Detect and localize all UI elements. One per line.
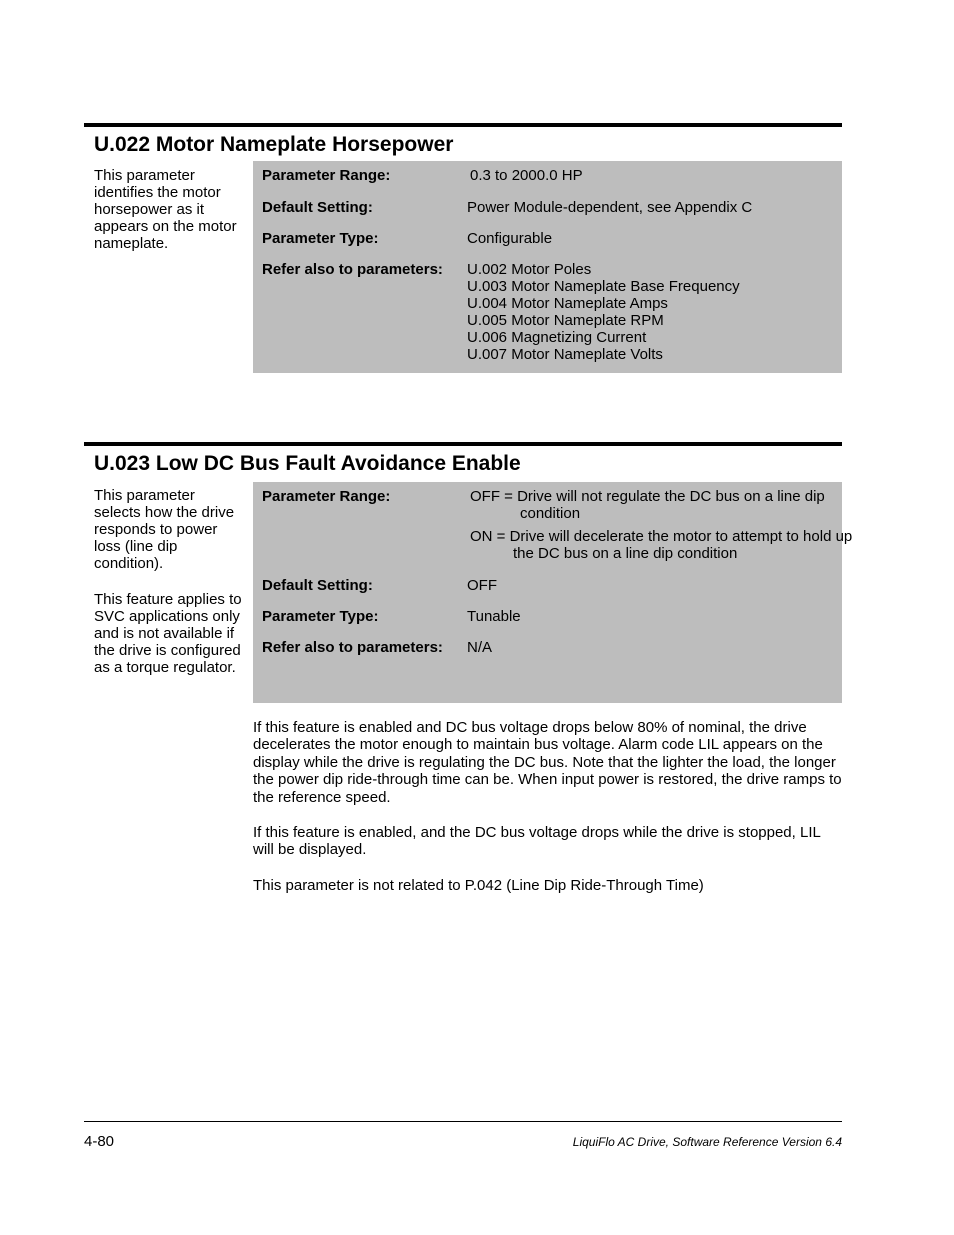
default-setting-label: Default Setting: <box>262 199 373 216</box>
refer-item: U.004 Motor Nameplate Amps <box>467 295 668 312</box>
parameter-range-value: 0.3 to 2000.0 HP <box>470 167 583 184</box>
parameter-range-on-option: ON = Drive will decelerate the motor to attempt to hold up the DC bus on a line dip condition <box>470 528 853 562</box>
parameter-box <box>253 482 853 703</box>
section-u022 <box>84 123 842 363</box>
parameter-box <box>253 161 842 373</box>
refer-item: U.006 Magnetizing Current <box>467 329 647 346</box>
body-paragraph: If this feature is enabled and DC bus voltage drops below 80% of nominal, the drive decelerates the motor enough to maintain bus voltage. Alarm code LIL appears on the display while the drive is regulating the DC bus. Note that the lighter the load, the longer the power dip ride-through time can be. When input power is restored, the drive ramps to the reference speed. <box>253 719 842 806</box>
description-paragraph: This parameter selects how the drive responds to power loss (line dip condition). <box>94 487 235 572</box>
refer-also-value: N/A <box>467 639 493 656</box>
default-setting-value: OFF <box>467 577 497 594</box>
document-title: LiquiFlo AC Drive, Software Reference Version 6.4 <box>572 1135 842 1149</box>
section-title: U.023 Low DC Bus Fault Avoidance Enable <box>94 452 521 475</box>
parameter-range-label: Parameter Range: <box>262 488 391 505</box>
parameter-type-value: Tunable <box>467 608 521 625</box>
refer-also-list <box>467 261 740 363</box>
refer-also-label: Refer also to parameters: <box>262 639 443 656</box>
description-paragraph: This parameter identifies the motor horsepower as it appears on the motor nameplate. <box>94 167 237 252</box>
body-paragraph: If this feature is enabled, and the DC bus voltage drops while the drive is stopped, LIL will be displayed. <box>253 824 821 859</box>
footer-rule <box>84 1121 842 1122</box>
default-setting-label: Default Setting: <box>262 577 373 594</box>
refer-item: U.002 Motor Poles <box>467 261 592 278</box>
description-paragraph: This feature applies to SVC applications only and is not available if the drive is configured as a torque regulator. <box>94 591 242 676</box>
parameter-range-off-option: OFF = Drive will not regulate the DC bus on a line dip condition <box>470 488 825 522</box>
section-description <box>94 167 244 252</box>
parameter-type-label: Parameter Type: <box>262 608 379 625</box>
refer-also-label: Refer also to parameters: <box>262 261 443 278</box>
body-paragraph: This parameter is not related to P.042 (Line Dip Ride-Through Time) <box>253 877 704 894</box>
parameter-type-label: Parameter Type: <box>262 230 379 247</box>
default-setting-value: Power Module-dependent, see Appendix C <box>467 199 753 216</box>
refer-item: U.003 Motor Nameplate Base Frequency <box>467 278 740 295</box>
refer-item: U.005 Motor Nameplate RPM <box>467 312 664 329</box>
section-u023 <box>84 442 853 894</box>
section-description <box>94 487 244 676</box>
section-title: U.022 Motor Nameplate Horsepower <box>94 133 454 156</box>
refer-item: U.007 Motor Nameplate Volts <box>467 346 663 363</box>
parameter-type-value: Configurable <box>467 230 553 247</box>
parameter-range-label: Parameter Range: <box>262 167 391 184</box>
page-number: 4-80 <box>84 1133 115 1150</box>
